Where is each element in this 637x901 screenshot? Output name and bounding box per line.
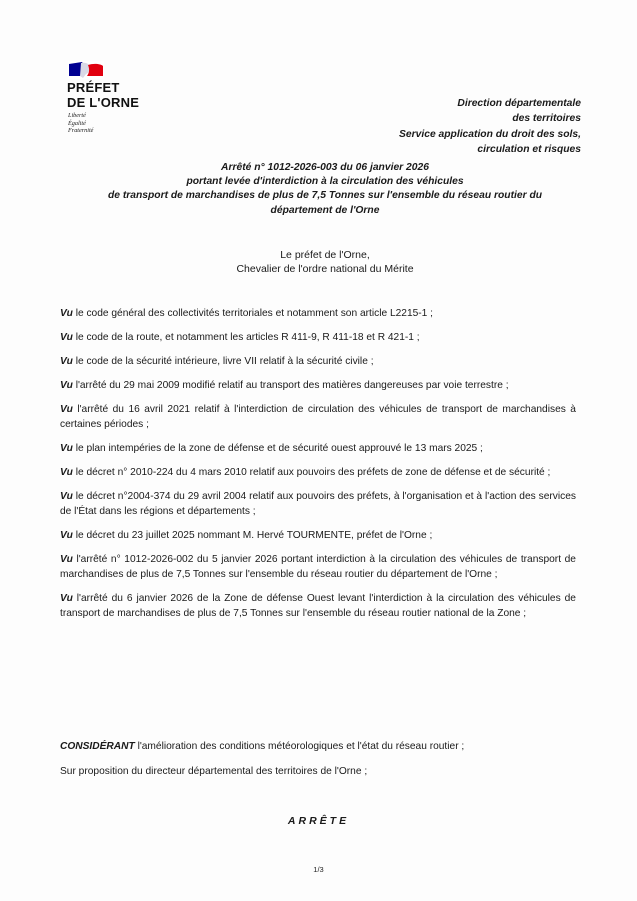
vu-text: le code de la route, et notamment les articles R 411-9, R 411-18 et R 421-1 ; (75, 332, 420, 344)
proposition-clause: Sur proposition du directeur départemental des territoires de l'Orne ; (60, 766, 368, 777)
vu-item (60, 307, 576, 322)
issuing-service (399, 96, 581, 158)
motto-egalite: Égalité (68, 119, 86, 127)
vu-keyword: Vu (60, 308, 73, 319)
title-line: de transport de marchandises de plus de 7,5 Tonnes sur l'ensemble du réseau routier du (107, 190, 543, 202)
vu-text: le plan intempéries de la zone de défense et de sécurité ouest approuvé le 13 mars 2025 ; (75, 443, 483, 455)
marianne-logo-icon (68, 61, 104, 79)
vu-keyword: Vu (60, 593, 73, 605)
title-line: portant levée d'interdiction à la circulation des véhicules (186, 176, 464, 188)
intro-line: Le préfet de l'Orne, (280, 249, 370, 261)
vu-keyword: Vu (60, 467, 73, 479)
vu-keyword: Vu (60, 356, 73, 368)
decree-title (60, 161, 590, 218)
vu-text: le décret du 23 juillet 2025 nommant M. Hervé TOURMENTE, préfet de l'Orne ; (75, 530, 433, 542)
direction-line: des territoires (512, 113, 581, 125)
title-line: département de l'Orne (270, 204, 380, 216)
vu-text: l'arrêté du 16 avril 2021 relatif à l'interdiction de circulation des véhicules de transport de marchandises à certaines périodes ; (60, 404, 576, 431)
motto-liberte: Liberté (68, 112, 86, 119)
vu-item (60, 331, 576, 346)
prefect-introduction (60, 248, 590, 277)
prefet-line-2: DE L'ORNE (67, 94, 140, 110)
vu-text: le code de la sécurité intérieure, livre VII relatif à la sécurité civile ; (75, 356, 374, 368)
intro-line: Chevalier de l'ordre national du Mérite (236, 263, 414, 276)
motto-fraternite: Fraternité (68, 127, 94, 135)
page-number: 1/3 (313, 865, 324, 874)
considerant-clause (60, 740, 576, 755)
vu-item (60, 529, 576, 544)
vu-keyword: Vu (60, 404, 73, 416)
vu-keyword: Vu (60, 332, 73, 344)
vu-keyword: Vu (60, 443, 73, 455)
vu-item (60, 403, 576, 432)
vu-text: l'arrêté du 6 janvier 2026 de la Zone de défense Ouest levant l'interdiction à la circulation des véhicules de transport de marchandises de plus de 7,5 Tonnes sur l'ensemble du réseau routier national de la Zone ; (60, 593, 576, 619)
vu-text: l'arrêté du 29 mai 2009 modifié relatif au transport des matières dangereuses par voie terrestre ; (75, 380, 509, 392)
vu-item (60, 490, 576, 519)
vu-keyword: Vu (60, 554, 73, 566)
considerant-text: l'amélioration des conditions météorologiques et l'état du réseau routier ; (137, 741, 465, 752)
vu-item (60, 466, 576, 481)
vu-item (60, 355, 576, 370)
republic-motto (68, 112, 93, 135)
direction-line: Direction départementale (457, 98, 581, 109)
vu-text: l'arrêté n° 1012-2026-002 du 5 janvier 2026 portant interdiction à la circulation des véhicules de transport de marchandises de plus de 7,5 Tonnes sur l'ensemble du réseau routier du département de l'Orne ; (60, 554, 576, 580)
vu-text: le code général des collectivités territoriales et notamment son article L2215-1 ; (75, 308, 434, 319)
vu-keyword: Vu (60, 380, 73, 392)
direction-line: circulation et risques (477, 144, 581, 156)
vu-list (60, 307, 576, 631)
vu-keyword: Vu (60, 530, 73, 542)
considerant-keyword: CONSIDÉRANT (60, 741, 135, 752)
vu-item (60, 553, 576, 582)
title-line: Arrêté n° 1012-2026-003 du 06 janvier 2026 (221, 162, 429, 173)
vu-text: le décret n° 2010-224 du 4 mars 2010 relatif aux pouvoirs des préfets de zone de défense et de sécurité ; (75, 467, 551, 479)
arrete-heading: ARRÊTE (287, 815, 350, 827)
prefet-title (67, 81, 139, 110)
direction-line: Service application du droit des sols, (399, 128, 581, 140)
prefet-line-1: PRÉFET (67, 80, 120, 95)
vu-text: le décret n°2004-374 du 29 avril 2004 relatif aux pouvoirs des préfets, à l'organisation et à l'action des services de l'État dans les régions et départements ; (60, 491, 576, 518)
vu-item (60, 592, 576, 621)
vu-item (60, 442, 576, 457)
vu-keyword: Vu (60, 491, 73, 503)
vu-item (60, 379, 576, 394)
